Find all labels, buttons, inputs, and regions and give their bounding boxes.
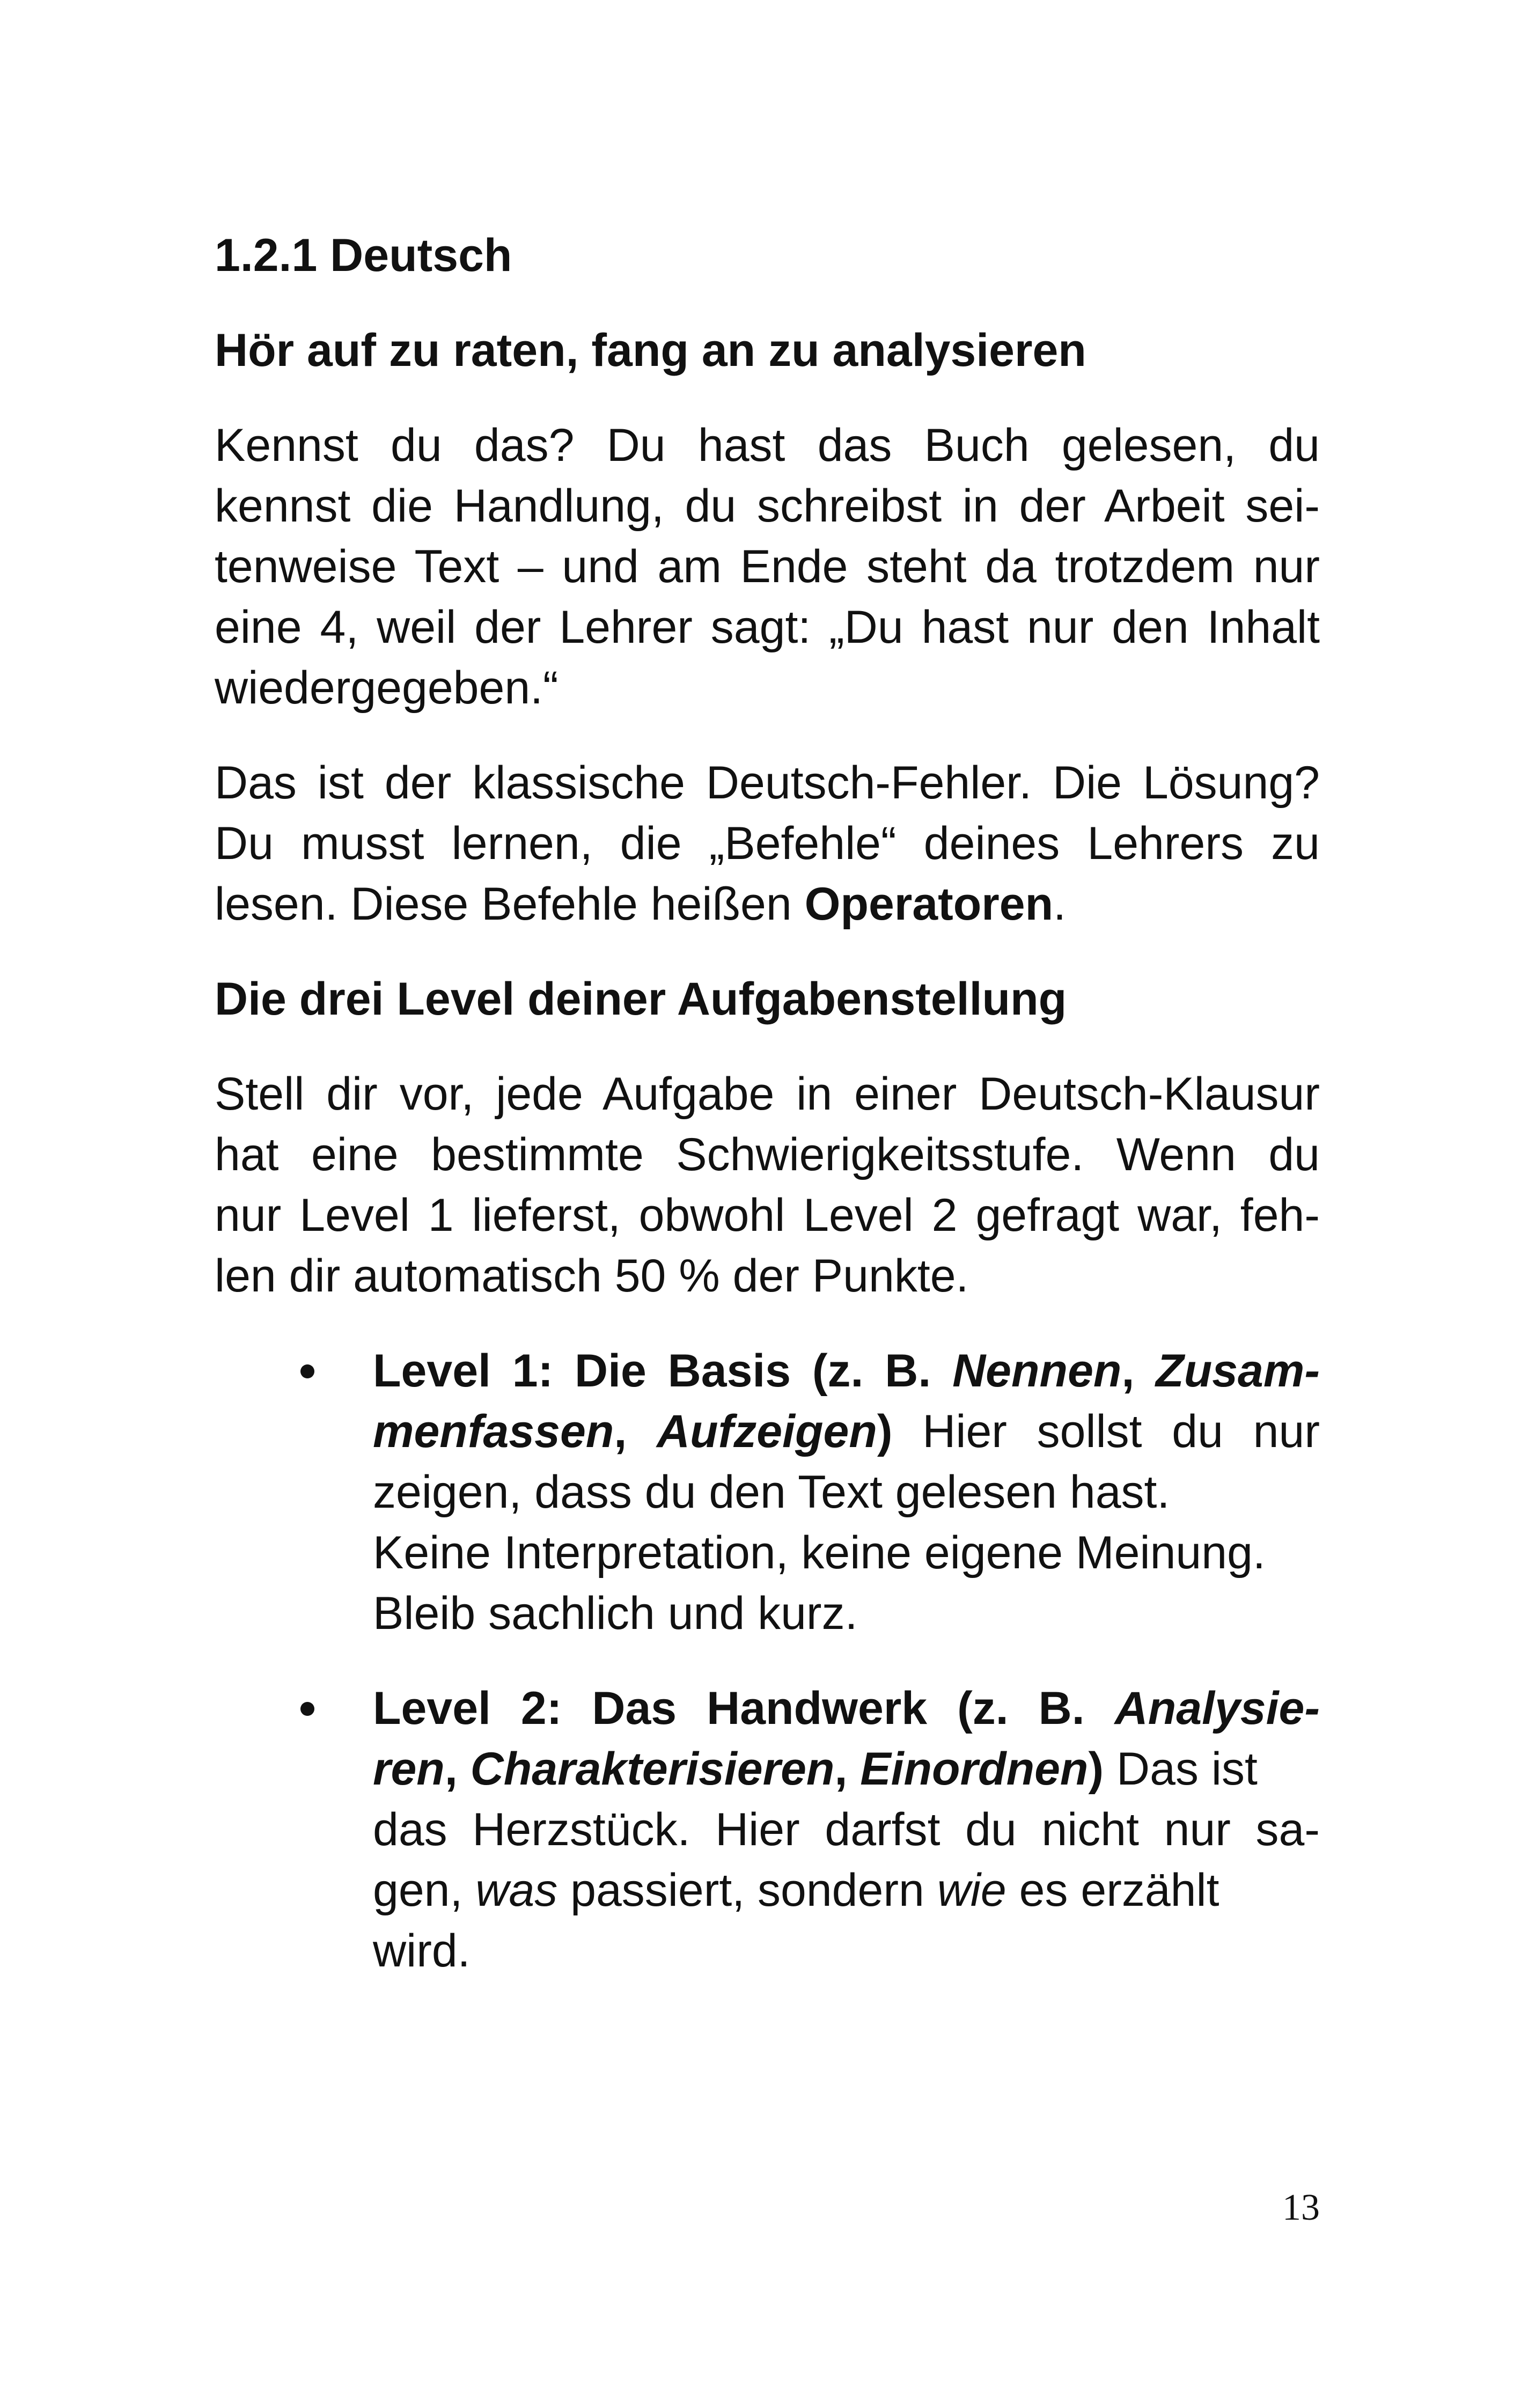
text-run: passiert, sondern xyxy=(557,1864,937,1916)
paragraph-line: Kennst du das? Du hast das Buch gelesen, du xyxy=(215,420,1320,471)
text-run: was xyxy=(475,1864,558,1916)
subheading-three-levels: Die drei Level deiner Aufgabenstellung xyxy=(215,973,1067,1025)
text-run: ) xyxy=(877,1406,893,1457)
list-line xyxy=(373,1739,1320,1800)
text-run: , xyxy=(1121,1345,1156,1397)
paragraph-line: Stell dir vor, jede Aufgabe in einer Deutsch-Klausur xyxy=(215,1068,1320,1120)
text-run: gen, xyxy=(373,1864,476,1916)
bullet-icon xyxy=(300,1364,314,1378)
paragraph-line: hat eine bestimmte Schwierigkeitsstufe. Wenn du xyxy=(215,1129,1320,1180)
section-heading: 1.2.1 Deutsch xyxy=(215,230,512,281)
list-line: Keine Interpretation, keine eigene Meinung. xyxy=(373,1527,1266,1579)
text-run: , xyxy=(614,1406,657,1457)
paragraph-line: wiedergegeben.“ xyxy=(215,662,559,714)
list-line xyxy=(373,1678,1320,1739)
text-run: . xyxy=(1053,878,1067,930)
text-run: Level 1: Die Basis (z. B. xyxy=(373,1345,953,1397)
text-run: ) xyxy=(1088,1743,1104,1795)
text-run: , xyxy=(444,1743,471,1795)
text-run: Einordnen xyxy=(860,1743,1089,1795)
text-run: ren xyxy=(373,1743,445,1795)
list-line xyxy=(373,1860,1320,1921)
page-content xyxy=(215,225,1320,2016)
list-item-level-1 xyxy=(215,1341,1320,1644)
paragraph-levels xyxy=(215,1064,1320,1306)
text-run: Level 2: Das Handwerk (z. B. xyxy=(373,1683,1115,1734)
text-run: wie xyxy=(937,1864,1006,1916)
list-item-level-2 xyxy=(215,1678,1320,1981)
text-run: Nennen xyxy=(952,1345,1122,1397)
paragraph-line: eine 4, weil der Lehrer sagt: „Du hast nur den Inhalt xyxy=(215,601,1320,653)
text-run: Charakterisieren xyxy=(470,1743,835,1795)
paragraph-line: Du musst lernen, die „Befehle“ deines Lehrers zu xyxy=(215,818,1320,869)
text-run: , xyxy=(834,1743,861,1795)
text-run: es erzählt xyxy=(1006,1864,1219,1916)
text-run: menfassen xyxy=(373,1406,614,1457)
list-line xyxy=(373,1341,1320,1401)
paragraph-line: Das ist der klassische Deutsch-Fehler. Die Lösung? xyxy=(215,757,1320,809)
paragraph-line xyxy=(215,874,1320,935)
list-line xyxy=(373,1401,1320,1462)
paragraph-line: kennst die Handlung, du schreibst in der Arbeit sei- xyxy=(215,480,1320,532)
bullet-icon xyxy=(300,1702,314,1716)
text-run: Das ist xyxy=(1104,1743,1258,1795)
subheading-stop-guessing: Hör auf zu raten, fang an zu analysieren xyxy=(215,325,1086,376)
text-run: lesen. Diese Befehle heißen xyxy=(215,878,805,930)
level-list xyxy=(215,1341,1320,1981)
paragraph-line: len dir automatisch 50 % der Punkte. xyxy=(215,1250,969,1302)
paragraph-operators xyxy=(215,753,1320,935)
text-run: Hier sollst du nur xyxy=(892,1406,1320,1457)
list-line: das Herzstück. Hier darfst du nicht nur sa- xyxy=(373,1804,1320,1855)
list-line: Bleib sachlich und kurz. xyxy=(373,1588,858,1639)
text-run: Aufzeigen xyxy=(656,1406,877,1457)
text-run: Zusam- xyxy=(1156,1345,1320,1397)
list-line: wird. xyxy=(373,1925,471,1977)
text-run: Analysie- xyxy=(1114,1683,1320,1734)
paragraph-intro xyxy=(215,415,1320,718)
paragraph-line: tenweise Text – und am Ende steht da trotzdem nur xyxy=(215,541,1320,592)
page-number: 13 xyxy=(1282,2187,1320,2228)
paragraph-line: nur Level 1 lieferst, obwohl Level 2 gefragt war, feh- xyxy=(215,1190,1320,1241)
term-operatoren: Operatoren xyxy=(804,878,1054,930)
list-line: zeigen, dass du den Text gelesen hast. xyxy=(373,1466,1170,1518)
